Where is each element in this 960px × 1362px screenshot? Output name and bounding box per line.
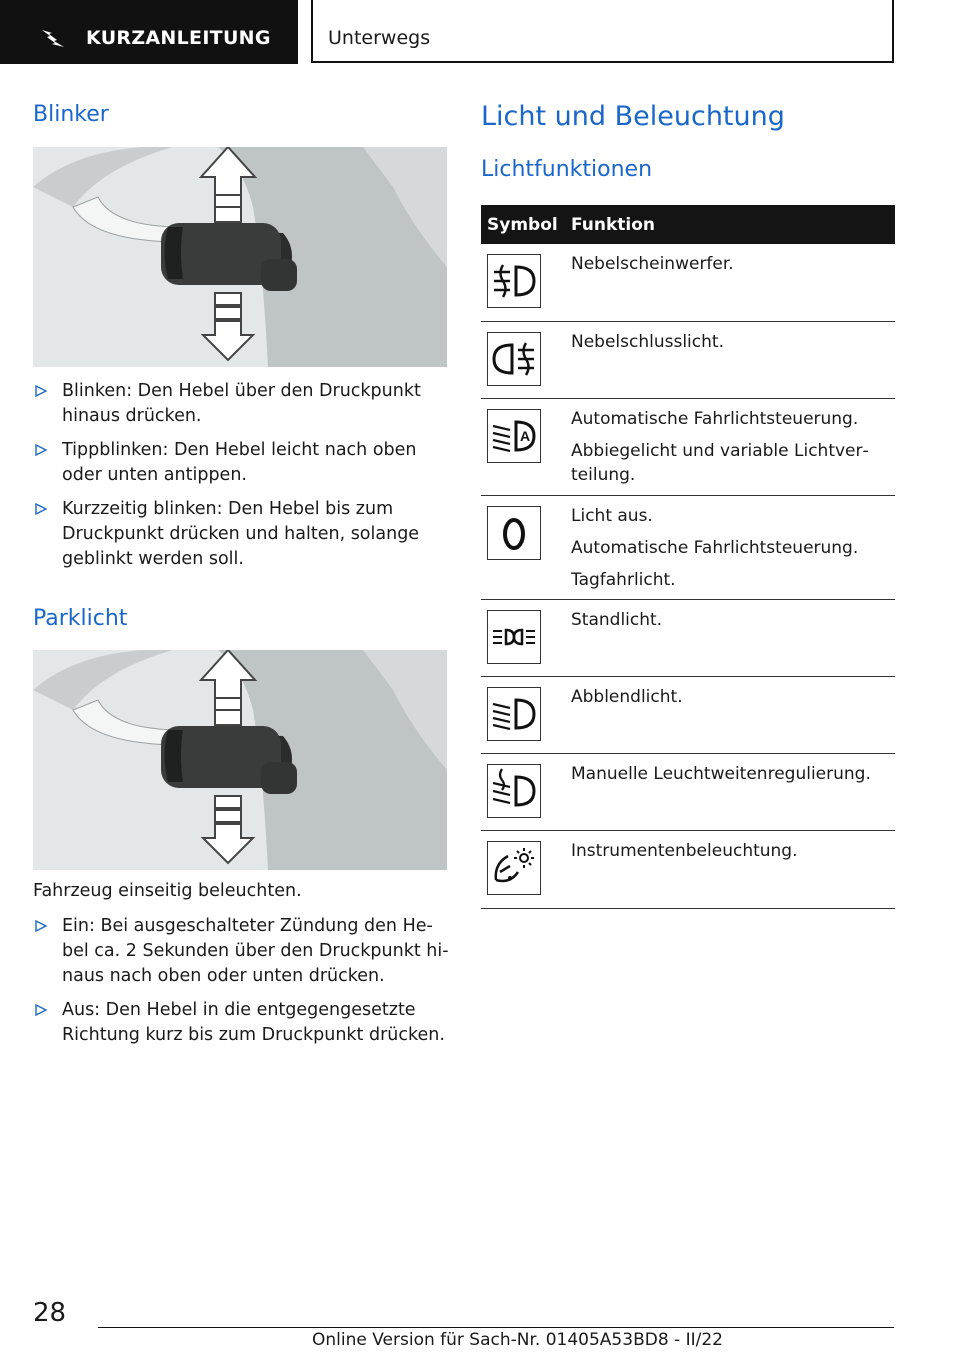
table-row: [481, 831, 895, 909]
symbol-column-header: Symbol: [487, 214, 558, 235]
parklicht-bullet-text: Ein: Bei ausgeschalteter Zündung den Hebel ca. 2 Sekunden über den Druckpunkt hinaus nach oben oder unten drücken.: [62, 916, 449, 986]
table-header: [481, 205, 895, 244]
table-row: [481, 677, 895, 754]
svg-text:A: A: [520, 428, 531, 444]
function-text: Abbiegelicht und variable Lichtverteilung.: [571, 441, 869, 485]
function-text: Manuelle Leuchtweitenregulierung.: [571, 764, 871, 784]
list-item: [33, 438, 449, 488]
page-title: Licht und Beleuchtung: [481, 101, 785, 132]
table-row: [481, 399, 895, 496]
function-text: Nebelscheinwerfer.: [571, 254, 734, 274]
parklicht-heading: Parklicht: [33, 606, 128, 631]
list-item: [33, 379, 449, 429]
bullet-triangle-icon: [35, 1004, 47, 1016]
table-row: [481, 496, 895, 600]
rear-fog-light-icon: [488, 333, 540, 385]
function-text: Automatische Fahrlichtsteuerung.: [571, 409, 859, 429]
light-off-icon: [488, 507, 540, 559]
function-text: Nebelschlusslicht.: [571, 332, 724, 352]
chapter-header: [311, 0, 894, 63]
front-fog-light-icon: [488, 255, 540, 307]
function-text: Standlicht.: [571, 610, 663, 630]
low-beam-icon: [488, 688, 540, 740]
auto-headlight-icon: [488, 410, 540, 462]
chapter-title: Unterwegs: [328, 27, 431, 49]
turn-signal-stalk-photo: [33, 147, 447, 367]
list-item: [33, 914, 449, 989]
bullet-triangle-icon: [35, 503, 47, 515]
table-row: [481, 244, 895, 322]
light-functions-table: [481, 205, 895, 909]
blinker-bullet-list: [33, 379, 449, 581]
bullet-triangle-icon: [35, 385, 47, 397]
function-text: Abblendlicht.: [571, 687, 683, 707]
bullet-triangle-icon: [35, 444, 47, 456]
parklicht-bullet-list: [33, 914, 449, 1057]
function-text: Automatische Fahrlichtsteuerung.: [571, 538, 859, 558]
blinker-bullet-text: Tippblinken: Den Hebel leicht nach oben oder unten antippen.: [62, 440, 417, 485]
table-row: [481, 754, 895, 831]
function-text: Tagfahrlicht.: [571, 570, 676, 590]
parklicht-bullet-text: Aus: Den Hebel in die entgegengesetzte Richtung kurz bis zum Druckpunkt drücken.: [62, 1000, 445, 1045]
table-row: [481, 322, 895, 399]
section-tab-label: KURZANLEITUNG: [86, 27, 271, 49]
section-tab[interactable]: [0, 0, 298, 64]
blinker-bullet-text: Kurzzeitig blinken: Den Hebel bis zum Druckpunkt drücken und halten, solange geblinkt werden soll.: [62, 499, 420, 569]
parking-light-icon: [488, 611, 540, 663]
parking-light-stalk-photo: [33, 650, 447, 870]
footer-online-version: Online Version für Sach-Nr. 01405A53BD8 - II/22: [312, 1330, 723, 1350]
parklicht-intro: Fahrzeug einseitig beleuchten.: [33, 881, 302, 901]
table-row: [481, 600, 895, 677]
blinker-heading: Blinker: [33, 102, 109, 127]
function-text: Instrumentenbeleuchtung.: [571, 841, 798, 861]
function-column-header: Funktion: [571, 214, 656, 235]
bullet-triangle-icon: [35, 920, 47, 932]
footer-divider: [98, 1327, 894, 1328]
list-item: [33, 497, 449, 572]
function-text: Licht aus.: [571, 506, 653, 526]
instrument-lighting-icon: [488, 842, 540, 894]
blinker-bullet-text: Blinken: Den Hebel über den Druckpunkt hinaus drücken.: [62, 381, 421, 426]
section-subtitle: Lichtfunktionen: [481, 157, 653, 182]
headlight-range-icon: [488, 765, 540, 817]
page-number: 28: [33, 1298, 67, 1328]
list-item: [33, 998, 449, 1048]
quick-guide-icon: [40, 28, 66, 48]
